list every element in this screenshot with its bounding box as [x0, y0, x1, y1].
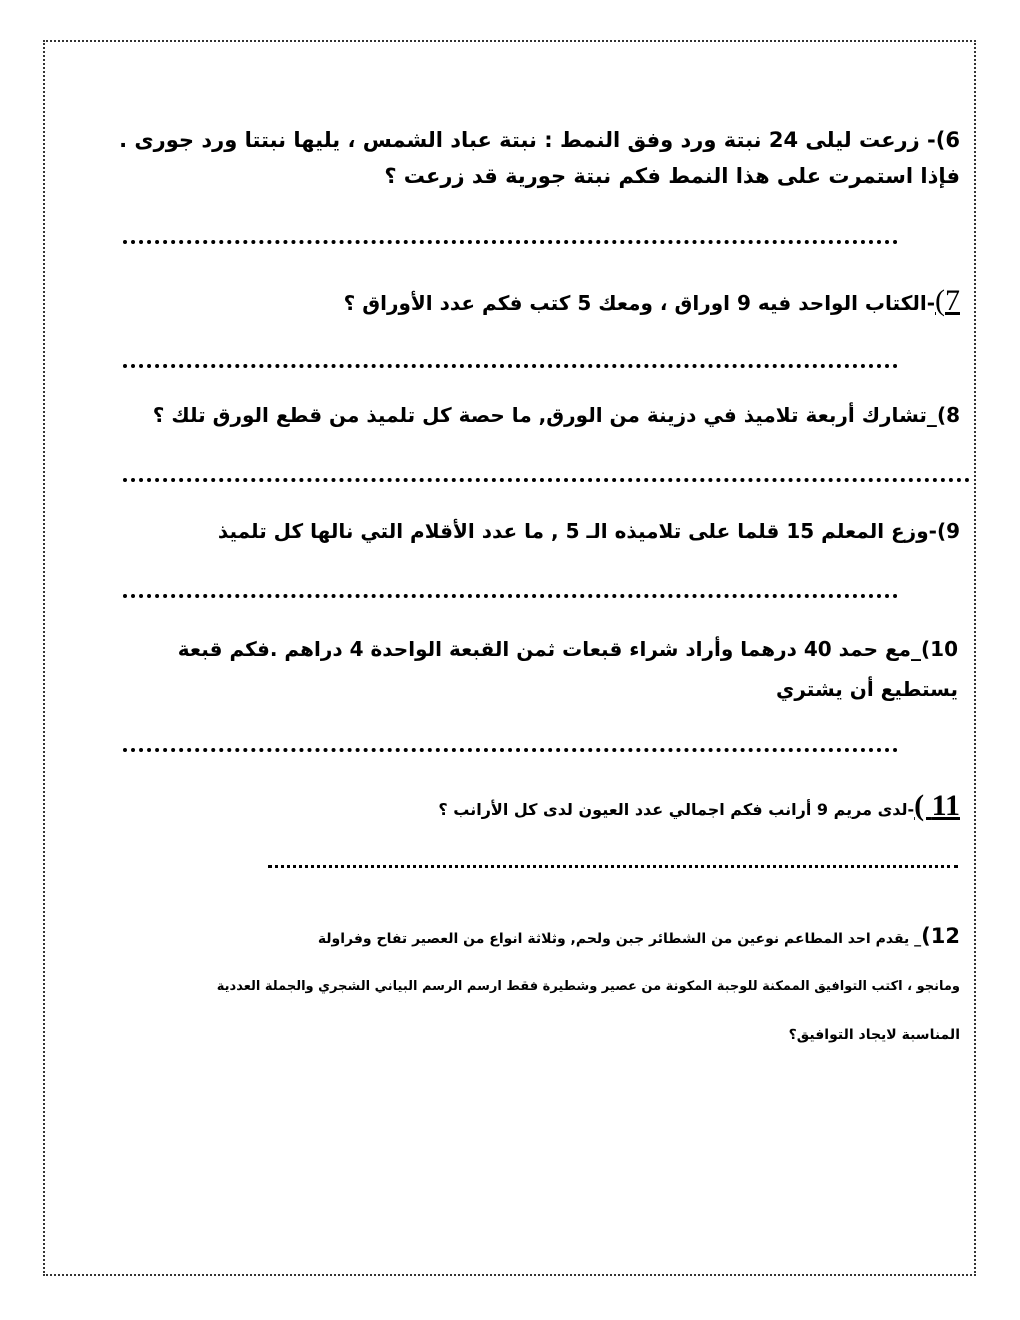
question-12-line-1: 12)_ يقدم احد المطاعم نوعين من الشطائر جبن ولحم, وثلاثة انواع من العصير تفاح وفراولة — [317, 924, 960, 948]
question-10-number: 10) — [921, 637, 958, 661]
question-9 — [218, 515, 960, 547]
answer-line-11 — [268, 865, 958, 868]
answer-line-9 — [123, 594, 898, 598]
question-8-text: _تشارك أربعة تلاميذ في دزينة من الورق, ما حصة كل تلميذ من قطع الورق تلك ؟ — [152, 403, 937, 427]
question-10-line-2: يستطيع أن يشتري — [776, 677, 958, 701]
question-9-text: -وزع المعلم 15 قلما على تلاميذه الـ 5 , ما عدد الأقلام التي نالها كل تلميذ — [217, 519, 937, 543]
answer-line-7 — [123, 364, 898, 368]
question-11-text: -لدى مريم 9 أرانب فكم اجمالي عدد العيون لدى كل الأرانب ؟ — [438, 800, 915, 819]
question-12-line-3: المناسبة لايجاد التوافيق؟ — [788, 1027, 960, 1043]
question-6-line-2: فإذا استمرت على هذا النمط فكم نبتة جورية قد زرعت ؟ — [384, 164, 960, 188]
question-12 — [217, 912, 960, 1059]
question-8-number: 8) — [936, 403, 960, 427]
answer-line-10 — [123, 748, 898, 752]
answer-line-6 — [123, 240, 898, 244]
question-12-number: 12) — [921, 924, 960, 948]
question-9-number: 9) — [936, 519, 960, 543]
question-10 — [178, 629, 958, 709]
question-10-line-1: 10)_مع حمد 40 درهما وأراد شراء قبعات ثمن القبعة الواحدة 4 دراهم .فكم قبعة — [177, 637, 958, 661]
question-6-line-1: 6)- زرعت ليلى 24 نبتة ورد وفق النمط : نبتة عباد الشمس ، يليها نبتتا ورد جورى . — [119, 128, 960, 152]
question-7 — [344, 281, 960, 323]
question-7-number: 7) — [935, 284, 960, 317]
question-11 — [438, 786, 960, 830]
question-6-number: 6)- — [927, 128, 960, 152]
answer-line-8 — [123, 478, 970, 482]
question-11-number: 11 ) — [914, 789, 960, 822]
question-6 — [119, 122, 960, 194]
question-7-text: -الكتاب الواحد فيه 9 اوراق ، ومعك 5 كتب فكم عدد الأوراق ؟ — [343, 291, 935, 315]
question-12-line-2: ومانجو ، اكتب التوافيق الممكنة للوجبة المكونة من عصير وشطيرة فقط ارسم الرسم البياني الشجري والجملة العددية — [216, 979, 960, 994]
question-8 — [153, 399, 960, 431]
